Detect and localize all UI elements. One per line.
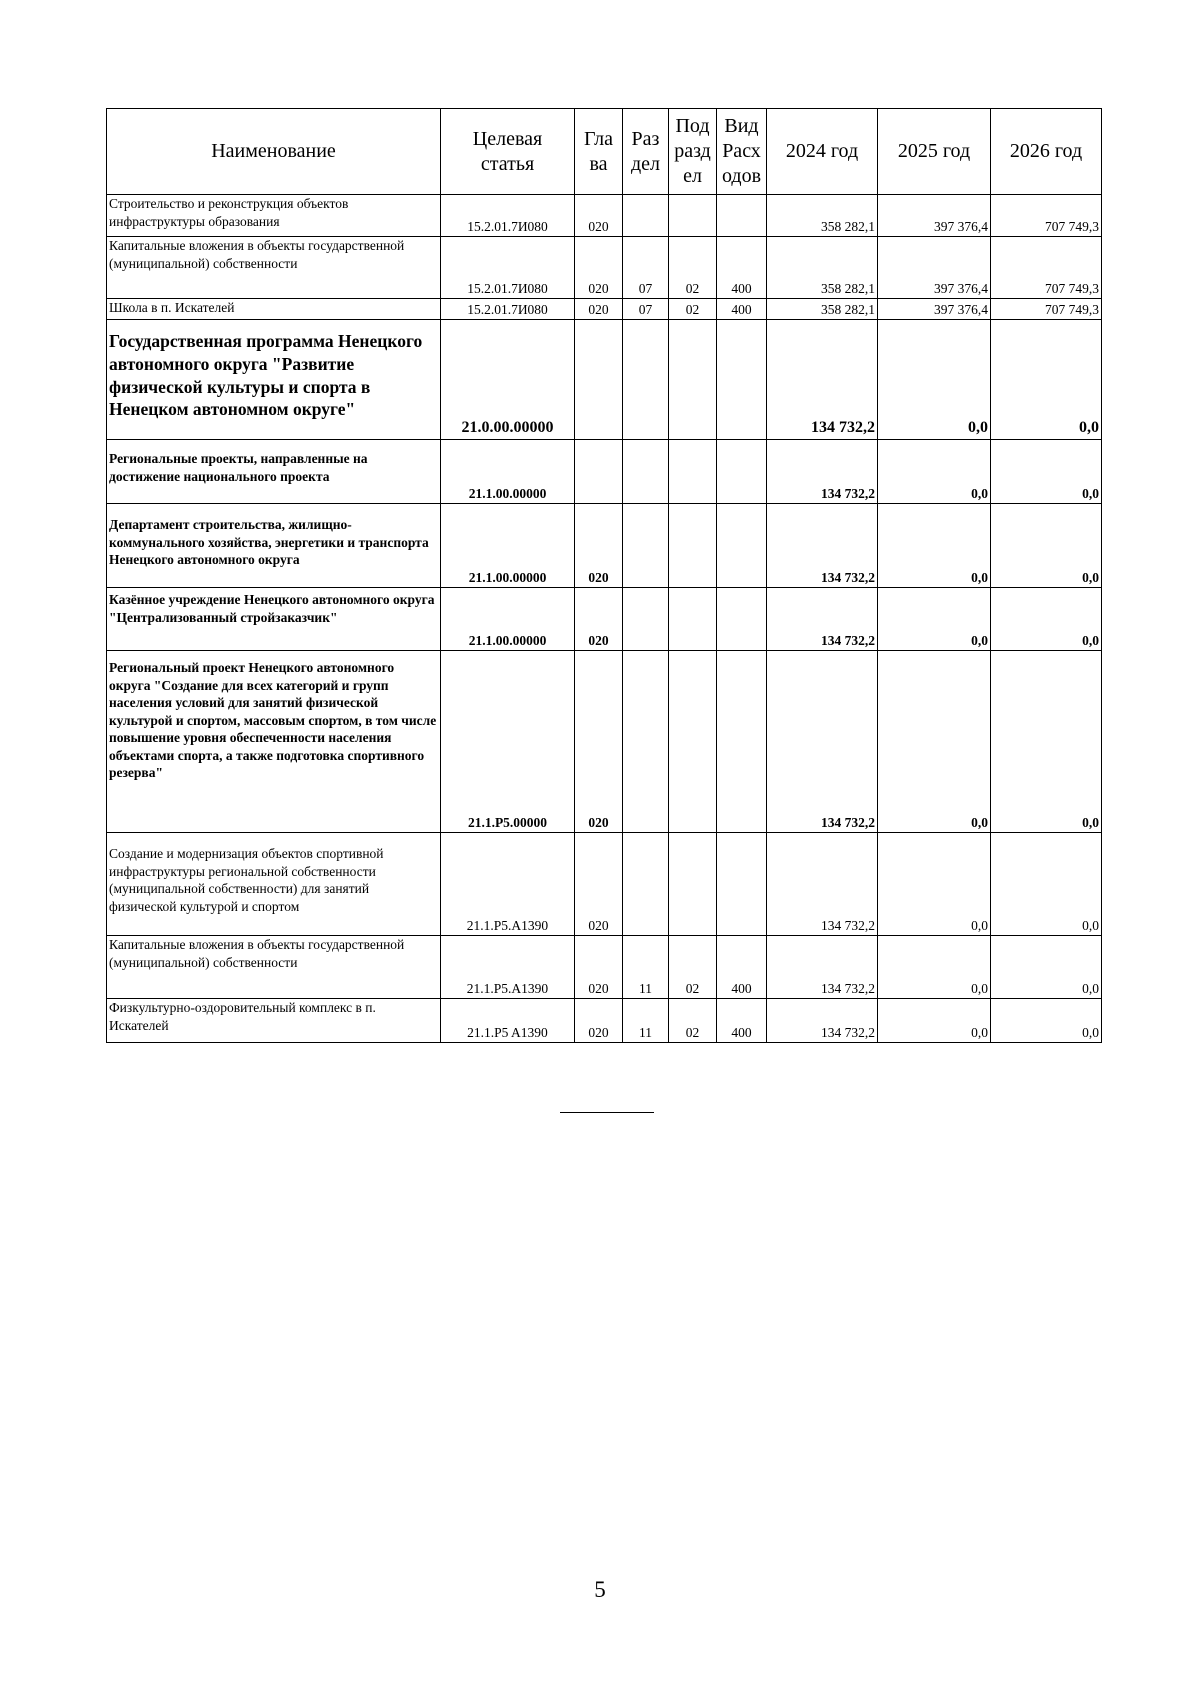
- row-expense: 400: [717, 936, 767, 999]
- budget-table: [106, 108, 1102, 1043]
- row-2025: 0,0: [878, 320, 991, 440]
- row-name: Региональные проекты, направленные на достижение национального проекта: [107, 440, 441, 504]
- row-2025: 0,0: [878, 588, 991, 651]
- row-2024: 358 282,1: [767, 299, 878, 320]
- row-section: [623, 320, 669, 440]
- row-expense: 400: [717, 237, 767, 299]
- col-header-2024: 2024 год: [767, 109, 878, 195]
- row-2024: 134 732,2: [767, 504, 878, 588]
- row-subsection: [669, 195, 717, 237]
- row-2026: 0,0: [991, 651, 1102, 833]
- col-header-name: Наименование: [107, 109, 441, 195]
- header-row: [107, 109, 1102, 195]
- row-2024: 134 732,2: [767, 651, 878, 833]
- row-section: [623, 651, 669, 833]
- row-2026: 0,0: [991, 936, 1102, 999]
- table-row: [107, 999, 1102, 1043]
- row-2026: 0,0: [991, 504, 1102, 588]
- row-name: Департамент строительства, жилищно-коммунального хозяйства, энергетики и транспорта Ненецкого автономного округа: [107, 504, 441, 588]
- row-subsection: [669, 440, 717, 504]
- row-2026: 0,0: [991, 440, 1102, 504]
- row-2025: 0,0: [878, 999, 991, 1043]
- row-subsection: 02: [669, 936, 717, 999]
- row-2025: 0,0: [878, 833, 991, 936]
- row-expense: [717, 320, 767, 440]
- row-section: 11: [623, 936, 669, 999]
- row-target: 21.1.P5.A1390: [441, 833, 575, 936]
- row-target: 21.1.00.00000: [441, 440, 575, 504]
- col-header-2025: 2025 год: [878, 109, 991, 195]
- row-2024: 134 732,2: [767, 833, 878, 936]
- row-target: 21.1.00.00000: [441, 504, 575, 588]
- table-row: [107, 237, 1102, 299]
- row-chapter: 020: [575, 504, 623, 588]
- col-header-2026: 2026 год: [991, 109, 1102, 195]
- row-name: Создание и модернизация объектов спортивной инфраструктуры региональной собственности (муниципальной собственности) для занятий физической культурой и спортом: [107, 833, 441, 936]
- row-name: Казённое учреждение Ненецкого автономного округа "Централизованный стройзаказчик": [107, 588, 441, 651]
- row-2026: 707 749,3: [991, 195, 1102, 237]
- row-section: [623, 588, 669, 651]
- row-2026: 0,0: [991, 833, 1102, 936]
- row-section: 07: [623, 299, 669, 320]
- row-2026: 0,0: [991, 320, 1102, 440]
- row-chapter: 020: [575, 299, 623, 320]
- row-2024: 134 732,2: [767, 320, 878, 440]
- row-target: 15.2.01.7И080: [441, 195, 575, 237]
- row-section: [623, 833, 669, 936]
- row-name: Физкультурно-оздоровительный комплекс в п. Искателей: [107, 999, 441, 1043]
- row-section: [623, 440, 669, 504]
- row-2026: 0,0: [991, 999, 1102, 1043]
- row-2024: 358 282,1: [767, 195, 878, 237]
- row-target: 21.0.00.00000: [441, 320, 575, 440]
- row-chapter: 020: [575, 999, 623, 1043]
- row-2025: 0,0: [878, 651, 991, 833]
- row-target: 21.1.P5 A1390: [441, 999, 575, 1043]
- row-2025: 397 376,4: [878, 195, 991, 237]
- row-chapter: 020: [575, 195, 623, 237]
- row-2025: 0,0: [878, 504, 991, 588]
- row-expense: [717, 195, 767, 237]
- row-target: 21.1.00.00000: [441, 588, 575, 651]
- row-subsection: 02: [669, 999, 717, 1043]
- row-chapter: 020: [575, 833, 623, 936]
- col-header-chapter: Гла ва: [575, 109, 623, 195]
- row-section: 07: [623, 237, 669, 299]
- row-expense: [717, 833, 767, 936]
- row-target: 21.1.P5.A1390: [441, 936, 575, 999]
- table-row: [107, 195, 1102, 237]
- col-header-expense-type: Вид Расх одов: [717, 109, 767, 195]
- row-chapter: 020: [575, 237, 623, 299]
- row-expense: [717, 588, 767, 651]
- row-name: Капитальные вложения в объекты государственной (муниципальной) собственности: [107, 237, 441, 299]
- row-2024: 134 732,2: [767, 588, 878, 651]
- row-subsection: [669, 320, 717, 440]
- row-2026: 0,0: [991, 588, 1102, 651]
- row-name: Строительство и реконструкция объектов инфраструктуры образования: [107, 195, 441, 237]
- table-row: [107, 936, 1102, 999]
- row-section: [623, 195, 669, 237]
- table-row: [107, 651, 1102, 833]
- col-header-subsection: Под разд ел: [669, 109, 717, 195]
- row-2025: 397 376,4: [878, 237, 991, 299]
- row-2026: 707 749,3: [991, 237, 1102, 299]
- row-subsection: [669, 833, 717, 936]
- row-subsection: [669, 504, 717, 588]
- row-subsection: [669, 651, 717, 833]
- row-2025: 0,0: [878, 440, 991, 504]
- table-row: [107, 588, 1102, 651]
- row-2024: 134 732,2: [767, 999, 878, 1043]
- row-chapter: 020: [575, 651, 623, 833]
- row-name: Региональный проект Ненецкого автономного округа "Создание для всех категорий и групп населения условий для занятий физической культурой и спортом, массовым спортом, в том числе повышение уровня обеспеченности населения объектами спорта, а также подготовка спортивного резерва": [107, 651, 441, 833]
- row-name: Государственная программа Ненецкого автономного округа "Развитие физической культуры и спорта в Ненецком автономном округе": [107, 320, 441, 440]
- row-chapter: 020: [575, 588, 623, 651]
- row-section: 11: [623, 999, 669, 1043]
- row-target: 21.1.P5.00000: [441, 651, 575, 833]
- page-number: 5: [594, 1577, 606, 1602]
- row-2024: 358 282,1: [767, 237, 878, 299]
- row-expense: 400: [717, 999, 767, 1043]
- row-2025: 0,0: [878, 936, 991, 999]
- row-target: 15.2.01.7И080: [441, 299, 575, 320]
- row-2025: 397 376,4: [878, 299, 991, 320]
- row-subsection: 02: [669, 237, 717, 299]
- row-chapter: [575, 320, 623, 440]
- table-row: [107, 299, 1102, 320]
- col-header-section: Раз дел: [623, 109, 669, 195]
- table-row: [107, 504, 1102, 588]
- col-header-target: Целевая статья: [441, 109, 575, 195]
- table-row: [107, 833, 1102, 936]
- table-row: [107, 320, 1102, 440]
- row-subsection: [669, 588, 717, 651]
- row-expense: [717, 651, 767, 833]
- row-subsection: 02: [669, 299, 717, 320]
- table-row: [107, 440, 1102, 504]
- row-2026: 707 749,3: [991, 299, 1102, 320]
- row-chapter: [575, 440, 623, 504]
- row-section: [623, 504, 669, 588]
- row-name: Школа в п. Искателей: [107, 299, 441, 320]
- row-expense: [717, 440, 767, 504]
- row-expense: 400: [717, 299, 767, 320]
- row-name: Капитальные вложения в объекты государственной (муниципальной) собственности: [107, 936, 441, 999]
- row-chapter: 020: [575, 936, 623, 999]
- row-2024: 134 732,2: [767, 440, 878, 504]
- row-expense: [717, 504, 767, 588]
- end-of-table-dash: [560, 1112, 654, 1113]
- row-target: 15.2.01.7И080: [441, 237, 575, 299]
- row-2024: 134 732,2: [767, 936, 878, 999]
